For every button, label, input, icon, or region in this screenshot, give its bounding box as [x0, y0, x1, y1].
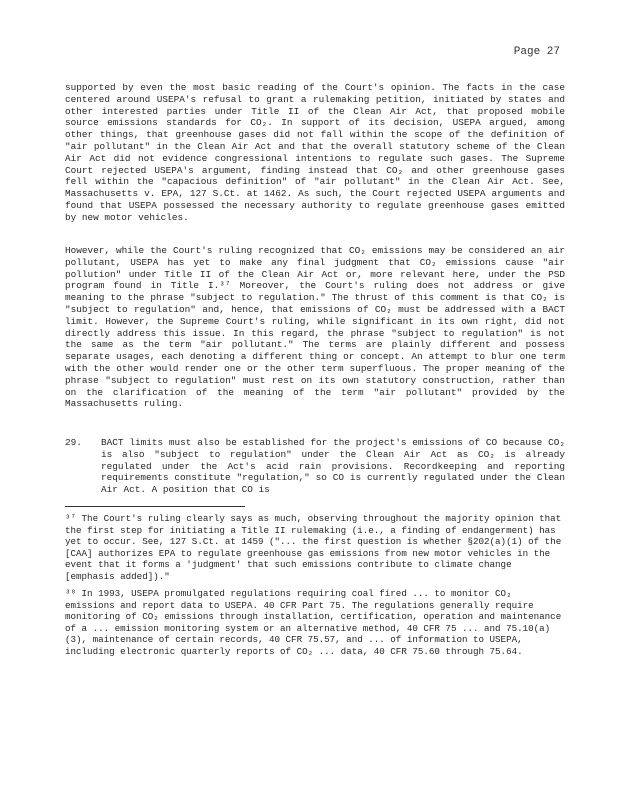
page-number: Page 27 [513, 46, 560, 58]
paragraph-subject-to-regulation: However, while the Court's ruling recognized that CO₂ emissions may be considered an air pollutant, USEPA has yet to make any final judgment that CO₂ emissions cause "air pollution" under Title II of the Clean Air Act or, more relevant here, under the PSD program found in Title I.³⁷ Moreover, the Court's ruling does not address or give meaning to the phrase "subject to regulation." The thrust of this comment is that CO₂ is "subject to regulation" and, hence, that emissions of CO₂ must be addressed with a BACT limit. However, the Supreme Court's ruling, while significant in its own right, did not directly address this issue. In this regard, the phrase "subject to regulation" is not the same as the term "air pollutant." The terms are plainly different and possess separate usages, each denoting a different thing or concept. An attempt to blur one term with the other would render one or the other term superfluous. The proper meaning of the phrase "subject to regulation" must rest on its own statutory construction, rather than on the clarification of the meaning of the term "air pollutant" provided by the Massachusetts ruling. [65, 245, 565, 410]
paragraph-massachusetts-ruling: supported by even the most basic reading of the Court's opinion. The facts in the case centered around USEPA's refusal to grant a rulemaking petition, initiated by states and other interested parties under Title II of the Clean Air Act, that proposed mobile source emissions standards for CO₂. In support of its decision, USEPA argued, among other things, that greenhouse gases did not fall within the scope of the definition of "air pollutant" in the Clean Air Act and that the overall statutory scheme of the Clean Air Act did not evidence congressional intentions to regulate such gases. The Supreme Court rejected USEPA's argument, finding instead that CO₂ and other greenhouse gases fell within the "capacious definition" of "air pollutant" in the Clean Air Act. See, Massachusetts v. EPA, 127 S.Ct. at 1462. As such, the Court rejected USEPA arguments and found that USEPA possessed the necessary authority to regulate greenhouse gases emitted by new motor vehicles. [65, 82, 565, 223]
footnote-divider [65, 506, 245, 507]
footnote-38: ³⁸ In 1993, USEPA promulgated regulations requiring coal fired ... to monitor CO₂ emissions and report data to USEPA. 40 CFR Part 75. The regulations generally require monitoring of CO₂ emissions through installation, certification, operation and maintenance of a ... emission monitoring system or an alternative method, 40 CFR 75 ... and 75.10(a)(3), maintenance of certain records, 40 CFR 75.57, and ... of information to USEPA, including electronic quarterly reports of CO₂ ... data, 40 CFR 75.60 through 75.64. [65, 588, 562, 657]
numbered-item-29 [65, 437, 565, 496]
footnote-37: ³⁷ The Court's ruling clearly says as much, observing throughout the majority opinion that the first step for initiating a Title II rulemaking (i.e., a finding of endangerment) has yet to occur. See, 127 S.Ct. at 1459 ("... the first question is whether §202(a)(1) of the [CAA] authorizes EPA to regulate greenhouse gas emissions from new motor vehicles in the event that it forms a 'judgment' that such emissions contribute to climate change [emphasis added])." [65, 513, 562, 582]
item-text: BACT limits must also be established for the project's emissions of CO because CO₂ is also "subject to regulation" under the Clean Air Act as CO₂ is already regulated under the Act's acid rain provisions. Recordkeeping and reporting requirements constitute "regulation," so CO is currently regulated under the Clean Air Act. A position that CO is [101, 437, 565, 496]
item-number: 29. [65, 437, 82, 448]
